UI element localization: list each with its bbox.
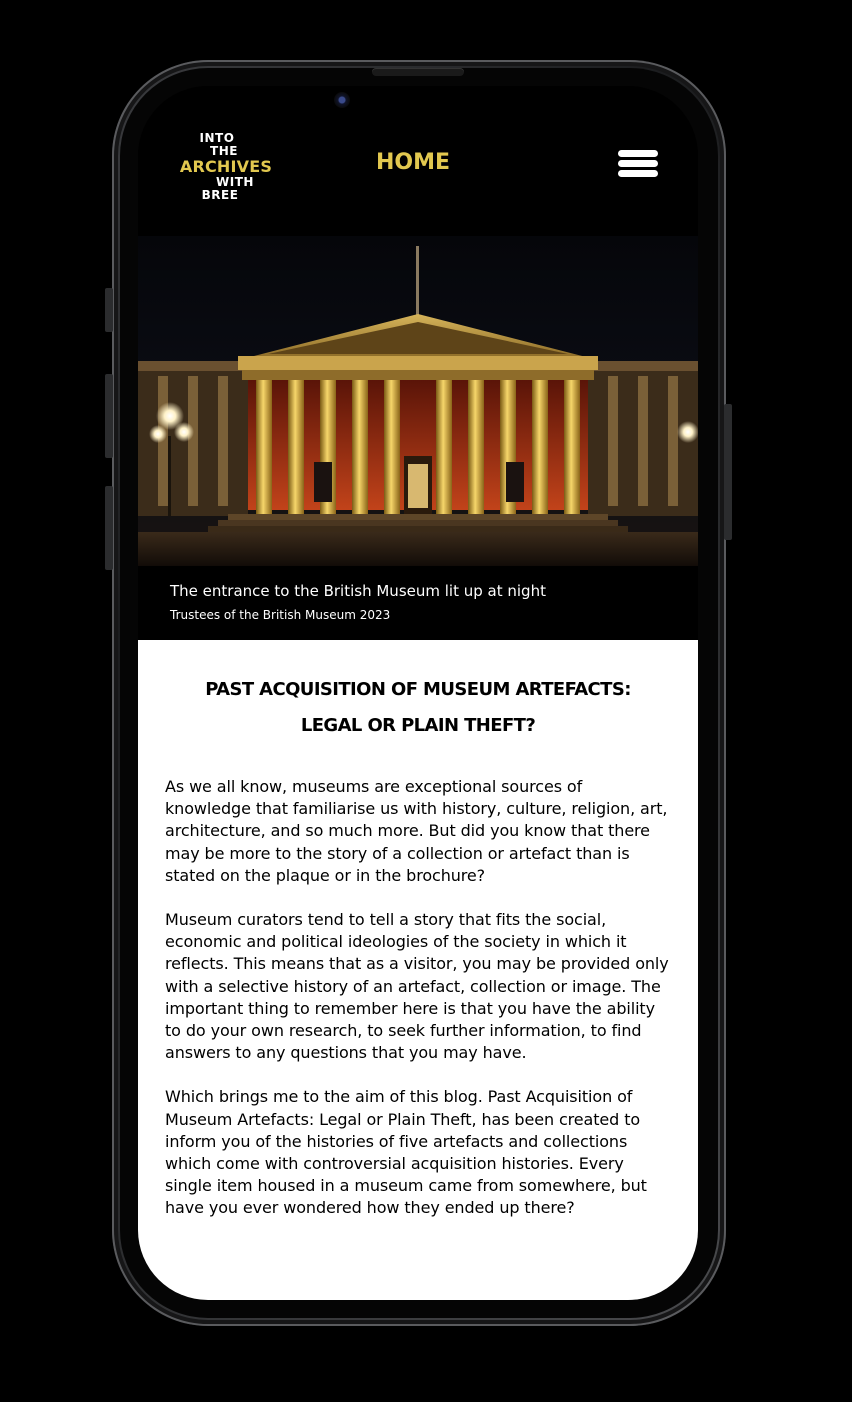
menu-bar bbox=[618, 150, 658, 157]
article-title-line: PAST ACQUISITION OF MUSEUM ARTEFACTS: bbox=[205, 679, 631, 700]
phone-power-button bbox=[724, 404, 732, 540]
nav-home-link[interactable]: HOME bbox=[375, 150, 451, 175]
hamburger-menu-icon[interactable] bbox=[618, 150, 658, 180]
logo-line-archives: ARCHIVES bbox=[179, 157, 273, 176]
logo-line-bree: BREE bbox=[201, 188, 239, 202]
site-header bbox=[138, 86, 698, 236]
article-title-line: LEGAL OR PLAIN THEFT? bbox=[300, 715, 536, 736]
menu-bar bbox=[618, 160, 658, 167]
article-title bbox=[158, 672, 678, 744]
article-paragraph: Which brings me to the aim of this blog. Past Acquisition of Museum Artefacts: Legal or Plain Theft, has been created to inform you of the histories of five artefacts and collections which come with controversial acquisition histories. Every single item housed in a museum came from somewhere, but have you ever wondered how they ended up there? bbox=[165, 1087, 647, 1218]
phone-volume-down-button bbox=[105, 486, 113, 570]
site-logo[interactable] bbox=[176, 132, 276, 202]
phone-speaker bbox=[372, 68, 464, 76]
phone-camera bbox=[334, 92, 350, 108]
phone-volume-up-button bbox=[105, 374, 113, 458]
hero-image bbox=[138, 236, 698, 566]
caption-text: The entrance to the British Museum lit up at night bbox=[170, 582, 546, 600]
british-museum-night-photo bbox=[138, 236, 698, 566]
article bbox=[138, 640, 698, 1300]
logo-line-the: THE bbox=[210, 144, 238, 158]
phone-screen bbox=[138, 86, 698, 1300]
caption-credit: Trustees of the British Museum 2023 bbox=[170, 608, 391, 622]
article-paragraph: As we all know, museums are exceptional sources of knowledge that familiarise us with history, culture, religion, art, architecture, and so much more. But did you know that there may be more to the story of a collection or artefact than is stated on the plaque or in the brochure? bbox=[165, 777, 668, 885]
phone-mute-switch bbox=[105, 288, 113, 332]
article-paragraph: Museum curators tend to tell a story that fits the social, economic and political ideologies of the society in which it reflects. This means that as a visitor, you may be provided only with a selective history of an artefact, collection or image. The important thing to remember here is that you have the ability to do your own research, to seek further information, to find answers to any questions that you may have. bbox=[165, 910, 669, 1063]
logo-line-with: WITH bbox=[216, 175, 254, 189]
hero-caption bbox=[138, 566, 698, 640]
menu-bar bbox=[618, 170, 658, 177]
logo-line-into: INTO bbox=[199, 131, 235, 145]
article-body bbox=[165, 776, 671, 1242]
